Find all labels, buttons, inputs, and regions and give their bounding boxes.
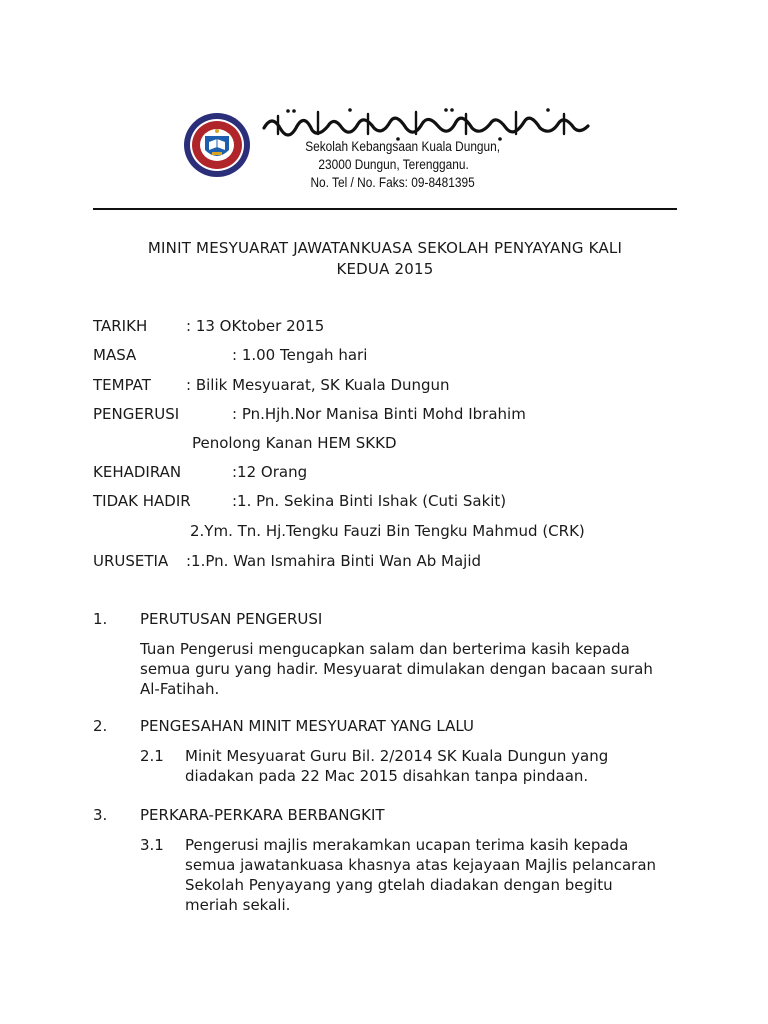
tidak-hadir-label: TIDAK HADIR (93, 492, 191, 510)
section-1-line: semua guru yang hadir. Mesyuarat dimulakan dengan bacaan surah (140, 660, 653, 678)
pengerusi-label: PENGERUSI (93, 405, 180, 423)
section-1-body (140, 639, 680, 699)
document-title (93, 238, 677, 280)
section-2-line: diadakan pada 22 Mac 2015 disahkan tanpa pindaan. (185, 767, 589, 785)
tidak-hadir-value-1: :1. Pn. Sekina Binti Ishak (Cuti Sakit) (232, 492, 507, 510)
section-1-title: PERUTUSAN PENGERUSI (140, 610, 323, 628)
address-line-phone: No. Tel / No. Faks: 09-8481395 (310, 175, 475, 190)
urusetia-value: :1.Pn. Wan Ismahira Binti Wan Ab Majid (186, 552, 482, 570)
masa-value: : 1.00 Tengah hari (232, 346, 368, 364)
letterhead-divider (93, 208, 677, 210)
kehadiran-label: KEHADIRAN (93, 463, 182, 481)
section-3-title: PERKARA-PERKARA BERBANGKIT (140, 806, 385, 824)
tarikh-label: TARIKH (93, 317, 148, 335)
tempat-value: : Bilik Mesyuarat, SK Kuala Dungun (186, 376, 450, 394)
section-1-number: 1. (93, 610, 108, 628)
section-2-title: PENGESAHAN MINIT MESYUARAT YANG LALU (140, 717, 474, 735)
section-3-number: 3. (93, 806, 108, 824)
section-2-number: 2. (93, 717, 108, 735)
section-2-subnumber: 2.1 (140, 747, 164, 765)
urusetia-label: URUSETIA (93, 552, 169, 570)
tempat-label: TEMPAT (93, 376, 151, 394)
pengerusi-value: : Pn.Hjh.Nor Manisa Binti Mohd Ibrahim (232, 405, 526, 423)
school-crest-logo (183, 112, 251, 178)
section-3-line: semua jawatankuasa khasnya atas kejayaan Majlis pelancaran (185, 856, 657, 874)
section-1-line: Tuan Pengerusi mengucapkan salam dan berterima kasih kepada (140, 640, 630, 658)
section-2-line: Minit Mesyuarat Guru Bil. 2/2014 SK Kuala Dungun yang (185, 747, 609, 765)
address-line-name: Sekolah Kebangsaan Kuala Dungun, (305, 139, 501, 154)
address-line-postcode: 23000 Dungun, Terengganu. (318, 157, 469, 172)
masa-label: MASA (93, 346, 137, 364)
kehadiran-value: :12 Orang (232, 463, 308, 481)
title-line-2: KEDUA 2015 (336, 260, 434, 278)
section-3-line: Pengerusi majlis merakamkan ucapan terima kasih kepada (185, 836, 629, 854)
section-1-line: Al-Fatihah. (140, 680, 220, 698)
section-3-line: meriah sekali. (185, 896, 291, 914)
tidak-hadir-value-2: 2.Ym. Tn. Hj.Tengku Fauzi Bin Tengku Mahmud (CRK) (190, 522, 585, 540)
tarikh-value: : 13 OKtober 2015 (186, 317, 325, 335)
section-3-line: Sekolah Penyayang yang gtelah diadakan dengan begitu (185, 876, 613, 894)
title-line-1: MINIT MESYUARAT JAWATANKUASA SEKOLAH PENYAYANG KALI (147, 239, 623, 257)
section-2-body (185, 746, 680, 786)
section-3-subnumber: 3.1 (140, 836, 164, 854)
school-address (270, 138, 508, 192)
section-3-body (185, 835, 680, 915)
pengerusi-position: Penolong Kanan HEM SKKD (192, 434, 397, 452)
